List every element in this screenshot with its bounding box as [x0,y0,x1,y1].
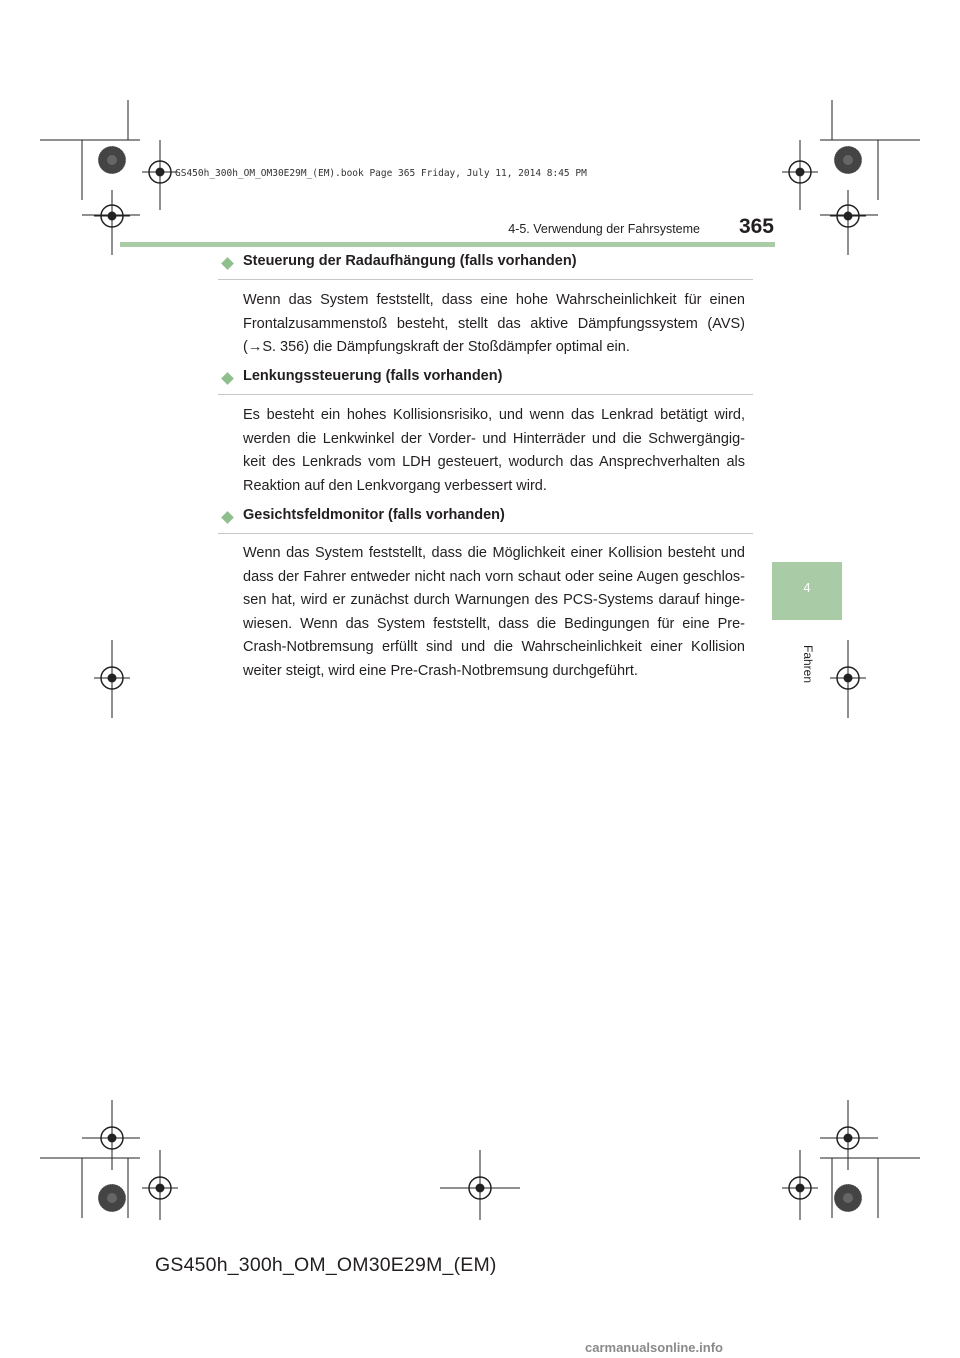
subheading-text: Steuerung der Radaufhängung (falls vorhanden) [243,253,577,269]
chapter-tab-label: Fahren [801,644,815,684]
footer-manual-code: GS450h_300h_OM_OM30E29M_(EM) [155,1254,497,1276]
chapter-tab-number: 4 [803,580,811,595]
paragraph-suspension: Wenn das System feststellt, dass eine hohe Wahrscheinlichkeit für einen Frontalzusammenstoß besteht, stellt das aktive Dämpfungssystem (AVS) (→S. 356) die Dämpfungskraft der Stoßdämpfer optimal ein. [243,292,745,355]
subheading-text: Lenkungssteuerung (falls vorhanden) [243,368,503,384]
subheading-text: Gesichtsfeldmonitor (falls vorhanden) [243,507,505,523]
diamond-bullet-icon [221,372,234,385]
diamond-bullet-icon [221,257,234,270]
subheading-suspension [218,253,753,280]
paragraph-steering: Es besteht ein hohes Kollisionsrisiko, und wenn das Lenkrad betätigt wird, werden die Lenkwinkel der Vorder- und Hinterräder und die Schwergängig-keit des Lenkrads vom LDH gesteuert, wodurch das Ansprechverhalten als Reaktion auf den Lenkvorgang verbessert wird. [243,407,745,494]
subheading-steering [218,368,753,395]
section-title: 4-5. Verwendung der Fahrsysteme [508,222,700,236]
paragraph-face-monitor: Wenn das System feststellt, dass die Möglichkeit einer Kollision besteht und dass der Fahrer entweder nicht nach vorn schaut oder seine Augen geschlos-sen hat, wird er zunächst durch Warnungen des PCS-Systems darauf hinge-wiesen. Wenn das System feststellt, dass die Bedingungen für eine Pre-Crash-Notbremsung erfüllt sind und die Wahrscheinlichkeit einer Kollision weiter steigt, wird eine Pre-Crash-Notbremsung durchgeführt. [243,545,745,679]
header-rule [120,242,775,247]
subheading-face-monitor [218,507,753,534]
watermark: carmanualsonline.info [585,1340,723,1355]
print-book-line: GS450h_300h_OM_OM30E29M_(EM).book Page 365 Friday, July 11, 2014 8:45 PM [175,168,587,179]
page-number: 365 [738,215,774,238]
diamond-bullet-icon [221,511,234,524]
